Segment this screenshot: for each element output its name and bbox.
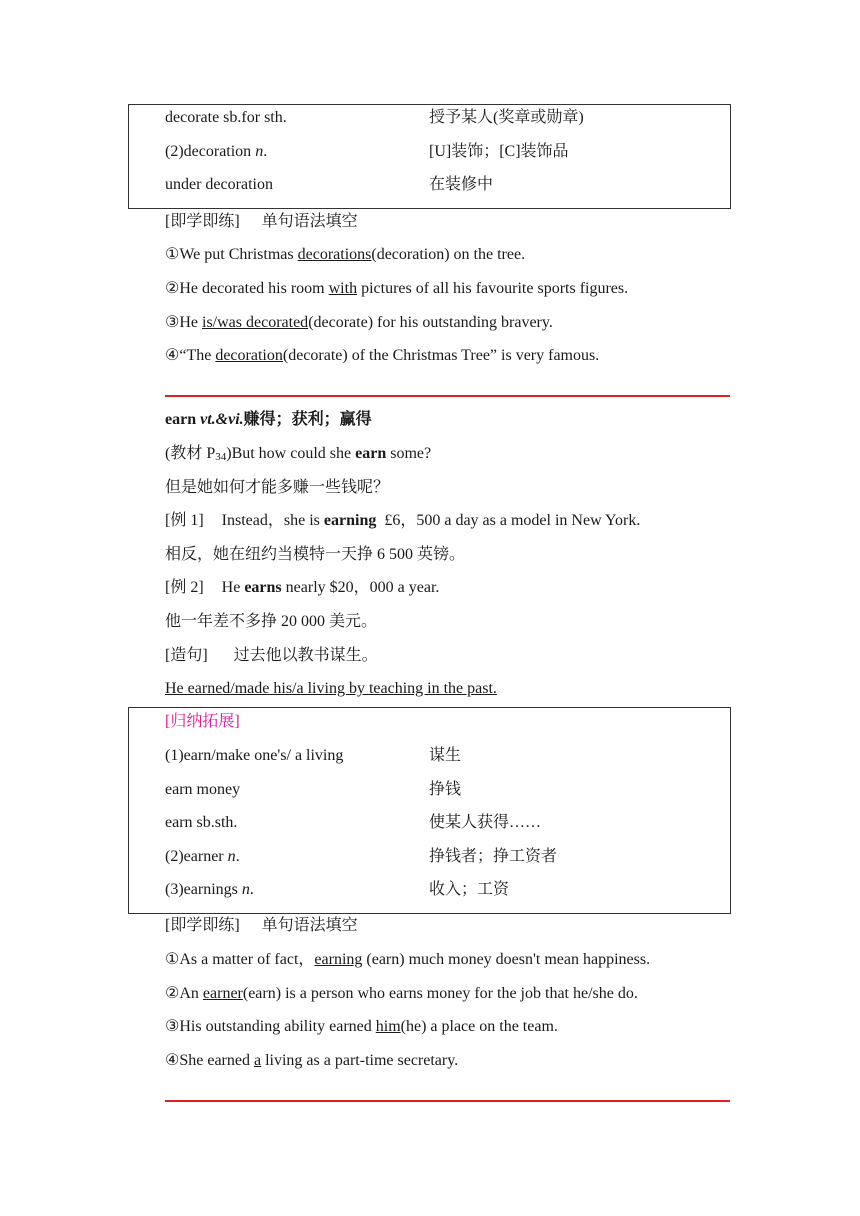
section-divider-2 bbox=[165, 1100, 730, 1102]
practice2-item-4: ④She earned a living as a part-time secretary. bbox=[165, 1052, 459, 1069]
earn-make-sentence: [造句] 过去他以教书谋生。 bbox=[165, 647, 378, 664]
earn-example-2: [例 2] He earns nearly $20，000 a year. bbox=[165, 579, 440, 596]
box2-row-3-left: earn sb.sth. bbox=[165, 814, 238, 831]
practice1-item-1: ①We put Christmas decorations(decoration) on the tree. bbox=[165, 246, 526, 263]
box2-row-5-right: 收入；工资 bbox=[429, 881, 510, 898]
practice2-item-2: ②An earner(earn) is a person who earns money for the job that he/she do. bbox=[165, 985, 638, 1002]
earn-example-2-translation: 他一年差不多挣 20 000 美元。 bbox=[165, 613, 378, 630]
practice2-item-1: ①As a matter of fact，earning (earn) much money doesn't mean happiness. bbox=[165, 951, 651, 968]
earn-headword: earn vt.&vi.赚得；获利；赢得 bbox=[165, 411, 372, 428]
box2-row-1-right: 谋生 bbox=[429, 747, 462, 764]
box1-row-3-right: 在装修中 bbox=[429, 176, 494, 193]
box1-row-1-right: 授予某人(奖章或勋章) bbox=[429, 109, 584, 126]
practice1-item-2: ②He decorated his room with pictures of all his favourite sports figures. bbox=[165, 280, 629, 297]
box2-row-2-left: earn money bbox=[165, 781, 241, 798]
box2-heading: [归纳拓展] bbox=[165, 713, 240, 730]
practice1-heading: [即学即练] 单句语法填空 bbox=[165, 213, 358, 230]
box1-row-1-left: decorate sb.for sth. bbox=[165, 109, 287, 126]
practice2-item-3: ③His outstanding ability earned him(he) a place on the team. bbox=[165, 1018, 558, 1035]
earn-example-1: [例 1] Instead，she is earning £6，500 a day as a model in New York. bbox=[165, 512, 641, 529]
practice2-heading: [即学即练] 单句语法填空 bbox=[165, 917, 358, 934]
earn-example-1-translation: 相反，她在纽约当模特一天挣 6 500 英镑。 bbox=[165, 546, 466, 563]
practice1-item-3: ③He is/was decorated(decorate) for his outstanding bravery. bbox=[165, 314, 553, 331]
earn-textbook-sentence: (教材 P34)But how could she earn some? bbox=[165, 445, 432, 463]
practice1-item-4: ④“The decoration(decorate) of the Christmas Tree” is very famous. bbox=[165, 347, 600, 364]
box2-row-2-right: 挣钱 bbox=[429, 781, 462, 798]
earn-textbook-translation: 但是她如何才能多赚一些钱呢？ bbox=[165, 479, 390, 496]
box2-row-4-right: 挣钱者；挣工资者 bbox=[429, 848, 558, 865]
section-divider-1 bbox=[165, 395, 730, 397]
box1-row-2-left: (2)decoration n. bbox=[165, 143, 268, 160]
box2-row-3-right: 使某人获得…… bbox=[429, 814, 542, 831]
box1-row-2-right: [U]装饰；[C]装饰品 bbox=[429, 143, 569, 160]
box2-row-1-left: (1)earn/make one's/ a living bbox=[165, 747, 344, 764]
box2-row-5-left: (3)earnings n. bbox=[165, 881, 254, 898]
earn-make-sentence-answer: He earned/made his/a living by teaching in the past. bbox=[165, 680, 497, 697]
box1-row-3-left: under decoration bbox=[165, 176, 273, 193]
box2-row-4-left: (2)earner n. bbox=[165, 848, 240, 865]
